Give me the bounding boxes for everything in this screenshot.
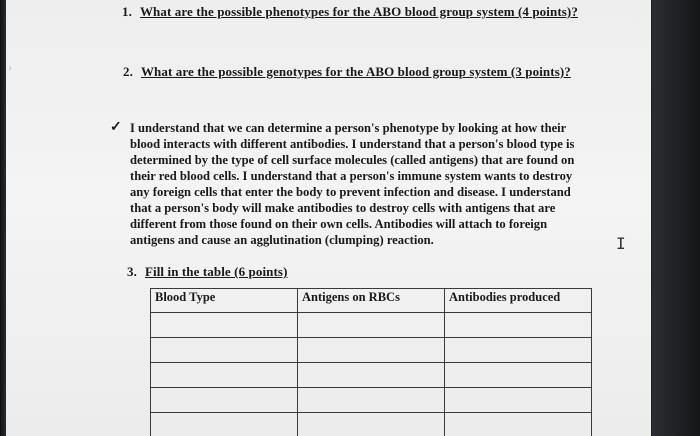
- screen-bezel-right: [652, 0, 700, 436]
- table-cell[interactable]: [298, 313, 445, 338]
- question-number: 3.: [127, 264, 137, 279]
- table-cell[interactable]: [151, 338, 298, 363]
- question-text: What are the possible phenotypes for the ABO blood group system (4 points)?: [139, 4, 578, 19]
- table-cell[interactable]: [445, 413, 592, 436]
- header-antigens: Antigens on RBCs: [298, 289, 445, 313]
- question-1: [122, 4, 578, 20]
- question-text: Fill in the table (6 points): [144, 264, 288, 279]
- table-row: [151, 338, 592, 363]
- blood-type-table: [150, 288, 592, 436]
- table-row: [151, 363, 592, 388]
- table-cell[interactable]: [151, 413, 298, 436]
- question-number: 2.: [123, 64, 133, 79]
- table-cell[interactable]: [445, 363, 592, 388]
- text-cursor-icon: I: [616, 234, 626, 253]
- question-3: [127, 264, 288, 280]
- table-cell[interactable]: [298, 388, 445, 413]
- table-cell[interactable]: [445, 338, 592, 363]
- table-cell[interactable]: [151, 313, 298, 338]
- table-cell[interactable]: [298, 363, 445, 388]
- table-cell[interactable]: [445, 313, 592, 338]
- worksheet-page: [6, 0, 651, 436]
- header-antibodies: Antibodies produced: [445, 289, 592, 313]
- question-2: [123, 64, 571, 80]
- table-row: [151, 413, 592, 436]
- table-header-row: [151, 289, 592, 313]
- table-row: [151, 313, 592, 338]
- understanding-paragraph: I understand that we can determine a person's phenotype by looking at how their blood interacts with different antibodies. I understand that a person's blood type is determined by the type of cell surface molecules (called antigens) that are found on their red blood cells. I understand that a person's immune system wants to destroy any foreign cells that enter the body to prevent infection and disease. I understand that a person's body will make antibodies to destroy cells with antigens that are different from those found on their own cells. Antibodies will attach to foreign antigens and cause an agglutination (clumping) reaction.: [130, 121, 575, 247]
- table-cell[interactable]: [151, 363, 298, 388]
- table-row: [151, 388, 592, 413]
- table-cell[interactable]: [298, 338, 445, 363]
- question-text: What are the possible genotypes for the ABO blood group system (3 points)?: [140, 64, 571, 79]
- arrow-right-icon: ›: [8, 60, 12, 74]
- table-cell[interactable]: [298, 413, 445, 436]
- checkmark-icon: ✓: [110, 120, 122, 135]
- table-cell[interactable]: [151, 388, 298, 413]
- table-cell[interactable]: [445, 388, 592, 413]
- question-number: 1.: [122, 4, 132, 19]
- header-blood-type: Blood Type: [151, 289, 298, 313]
